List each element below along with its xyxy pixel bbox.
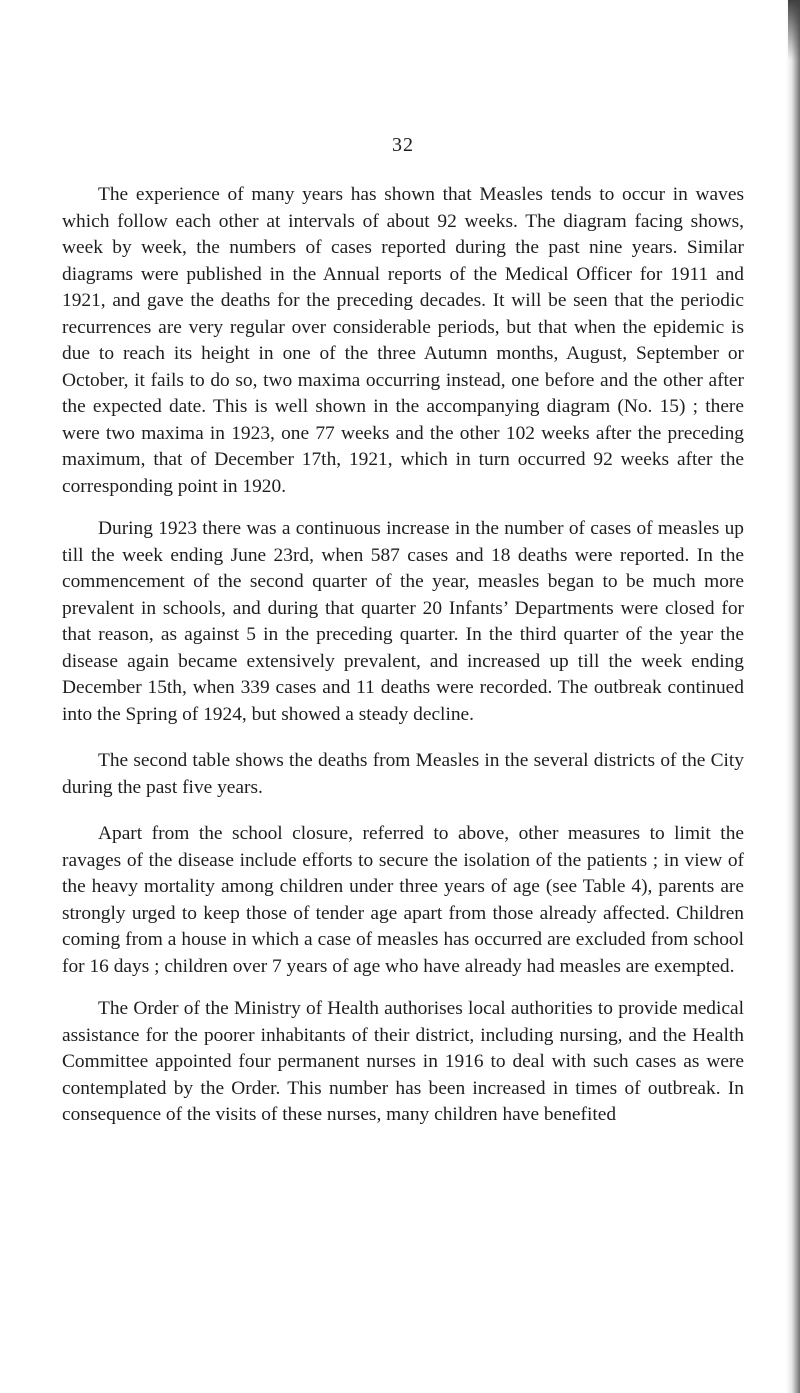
paragraph-1923-cases: During 1923 there was a continuous increase in the number of cases of measles up till the week ending June 23rd, when 587 cases and 18 deaths were reported. In the commencement of the second quarter of the year, measles began to be much more prevalent in schools, and during that quarter 20 Infants’ Departments were closed for that reason, as against 5 in the preceding quarter. In the third quarter of the year the disease again became extensively prevalent, and increased up till the week ending December 15th, when 339 cases and 11 deaths were recorded. The outbreak continued into the Spring of 1924, but showed a steady decline. — [62, 518, 744, 725]
body-text — [62, 182, 744, 1129]
paragraph-ministry-order: The Order of the Ministry of Health authorises local authorities to provide medical assistance for the poorer inhabitants of their district, including nursing, and the Health Committee appointed four permanent nurses in 1916 to deal with such cases as were contemplated by the Order. This number has been increased in times of outbreak. In consequence of the visits of these nurses, many children have benefited — [62, 998, 744, 1125]
page-number: 32 — [392, 134, 414, 156]
page-edge-shadow — [786, 0, 800, 1393]
paragraph-district-table: The second table shows the deaths from Measles in the several districts of the City during the past five years. — [62, 750, 744, 798]
page-edge-mark — [788, 0, 800, 60]
paragraph-isolation-measures: Apart from the school closure, referred to above, other measures to limit the ravages of the disease include efforts to secure the isolation of the patients ; in view of the heavy mortality among children under three years of age (see Table 4), parents are strongly urged to keep those of tender age apart from those already affected. Children coming from a house in which a case of measles has occurred are excluded from school for 16 days ; children over 7 years of age who have already had measles are exempted. — [62, 823, 744, 977]
paragraph-measles-waves: The experience of many years has shown that Measles tends to occur in waves which follow each other at intervals of about 92 weeks. The diagram facing shows, week by week, the numbers of cases reported during the past nine years. Similar diagrams were published in the Annual reports of the Medical Officer for 1911 and 1921, and gave the deaths for the preceding decades. It will be seen that the periodic recurrences are very regular over considerable periods, but that when the epidemic is due to reach its height in one of the three Autumn months, August, September or October, it fails to do so, two maxima occurring instead, one before and the other after the expected date. This is well shown in the accompanying diagram (No. 15) ; there were two maxima in 1923, one 77 weeks and the other 102 weeks after the preceding maximum, that of December 17th, 1921, which in turn occurred 92 weeks after the corresponding point in 1920. — [62, 184, 744, 497]
